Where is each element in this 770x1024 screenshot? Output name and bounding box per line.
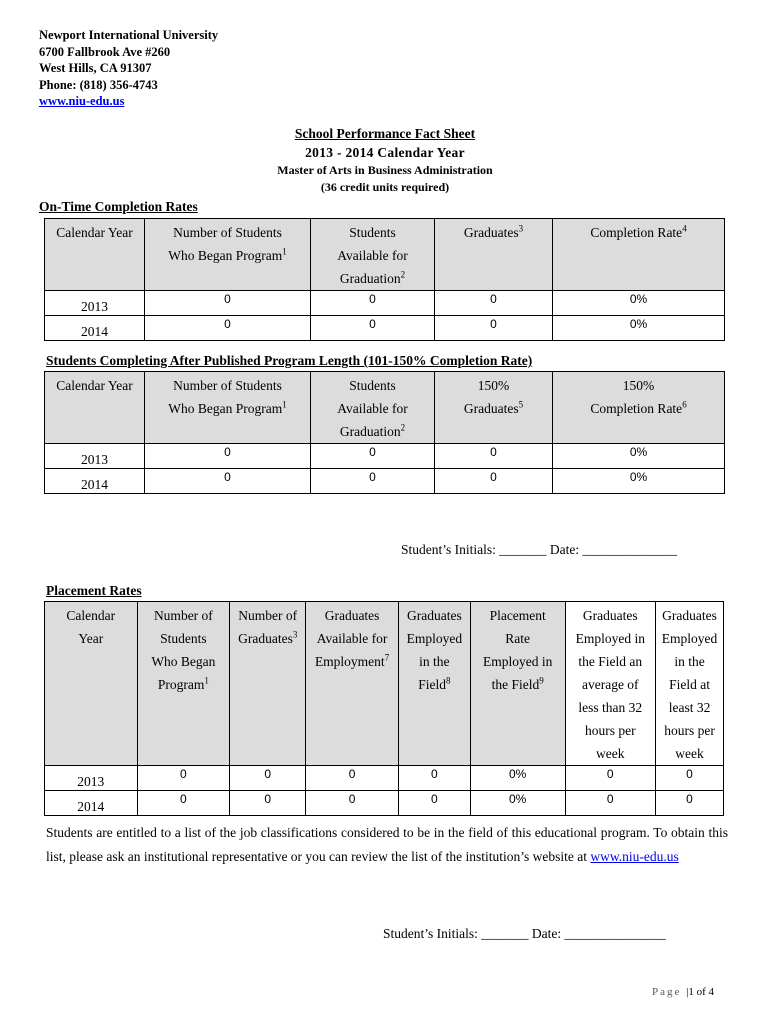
cell-graduates: 0 xyxy=(435,469,553,494)
cell-available: 0 xyxy=(306,791,399,816)
cell-graduates: 0 xyxy=(435,444,553,469)
notice-website-link[interactable]: www.niu-edu.us xyxy=(590,848,679,864)
cell-less-than-32: 0 xyxy=(565,791,656,816)
header-line: Employed in xyxy=(575,631,645,646)
sheet-title: School Performance Fact Sheet xyxy=(294,126,476,141)
header-available-line: Available for xyxy=(337,248,408,263)
cell-began: 0 xyxy=(145,316,311,341)
cell-rate: 0% xyxy=(470,791,565,816)
table-row xyxy=(45,766,724,791)
footnote-ref: 6 xyxy=(682,399,687,410)
cell-graduates: 0 xyxy=(435,316,553,341)
cell-rate: 0% xyxy=(553,291,725,316)
header-graduates-line: 150% xyxy=(477,378,510,393)
cell-available: 0 xyxy=(306,766,399,791)
cell-employed: 0 xyxy=(398,791,470,816)
page-word: Page xyxy=(652,986,682,998)
header-line: Field at xyxy=(669,677,710,692)
institution-name: Newport International University xyxy=(39,28,219,42)
address-block xyxy=(39,27,218,110)
header-line: least 32 xyxy=(668,700,711,715)
header-line: in the xyxy=(674,654,705,669)
footnote-ref: 4 xyxy=(682,223,687,234)
footnote-ref: 1 xyxy=(282,399,287,410)
cell-employed: 0 xyxy=(398,766,470,791)
on-time-table xyxy=(44,218,725,341)
header-available-line: Students xyxy=(349,378,396,393)
cell-rate: 0% xyxy=(553,316,725,341)
header-line: the Field xyxy=(491,677,540,692)
header-calendar-year: Calendar Year xyxy=(56,378,133,393)
page-count: 1 of 4 xyxy=(688,986,715,998)
header-line: Graduates xyxy=(662,608,717,623)
header-available-line: Available for xyxy=(337,401,408,416)
header-line: Who Began xyxy=(151,654,216,669)
cell-available: 0 xyxy=(311,291,435,316)
header-line: Field xyxy=(418,677,446,692)
header-line: Rate xyxy=(505,631,531,646)
header-available-line: Students xyxy=(349,225,396,240)
credit-units: (36 credit units required) xyxy=(320,180,450,194)
cell-graduates: 0 xyxy=(230,791,306,816)
footnote-ref: 5 xyxy=(518,399,524,410)
cell-year: 2013 xyxy=(45,444,145,469)
footnote-ref: 2 xyxy=(400,422,406,433)
footnote-ref: 7 xyxy=(384,652,390,663)
header-line: Available for xyxy=(316,631,388,646)
header-line: Employed in xyxy=(482,654,553,669)
cell-available: 0 xyxy=(311,444,435,469)
header-line: Placement xyxy=(489,608,546,623)
cell-began: 0 xyxy=(145,469,311,494)
footnote-ref: 9 xyxy=(539,675,544,686)
table-row xyxy=(45,291,725,316)
footnote-ref: 1 xyxy=(282,246,287,257)
placement-title: Placement Rates xyxy=(46,583,142,598)
header-line: Students xyxy=(160,631,207,646)
header-line: hours per xyxy=(664,723,715,738)
header-line: Number of xyxy=(153,608,213,623)
footnote-ref: 1 xyxy=(204,675,209,686)
job-classification-notice xyxy=(46,821,728,868)
table-header-row xyxy=(45,219,725,291)
table-row xyxy=(45,444,725,469)
placement-table xyxy=(44,601,724,816)
header-line: Graduates xyxy=(582,608,638,623)
table-row xyxy=(45,469,725,494)
table-header-row xyxy=(45,602,724,766)
footnote-ref: 8 xyxy=(445,675,451,686)
header-rate-line: Completion Rate xyxy=(590,401,683,416)
page-separator: | xyxy=(686,986,689,998)
header-began-line: Number of Students xyxy=(173,225,282,240)
notice-text: Students are entitled to a list of the job classifications considered to be in the field of this educational program. To obtain this list, please ask an institutional representative or you can review the list of the institution’s website at xyxy=(46,825,728,864)
table-header-row xyxy=(45,372,725,444)
extended-title: Students Completing After Published Program Length (101-150% Completion Rate) xyxy=(46,353,533,368)
header-line: Number of xyxy=(238,608,298,623)
cell-rate: 0% xyxy=(470,766,565,791)
footnote-ref: 3 xyxy=(292,629,298,640)
cell-at-least-32: 0 xyxy=(656,791,724,816)
initials-date-line-2[interactable]: Student’s Initials: _______ Date: _______________ xyxy=(383,926,666,941)
header-completion-rate: Completion Rate xyxy=(590,225,683,240)
cell-year: 2013 xyxy=(45,291,145,316)
footnote-ref: 3 xyxy=(518,223,524,234)
header-line: less than 32 xyxy=(578,700,643,715)
header-rate-line: 150% xyxy=(622,378,655,393)
on-time-title: On-Time Completion Rates xyxy=(39,199,198,214)
cell-year: 2014 xyxy=(45,316,145,341)
phone: Phone: (818) 356-4743 xyxy=(39,77,158,92)
header-line: in the xyxy=(419,654,450,669)
header-line: the Field an xyxy=(578,654,643,669)
cell-rate: 0% xyxy=(553,469,725,494)
cell-graduates: 0 xyxy=(230,766,306,791)
header-line: Year xyxy=(78,631,104,646)
cell-year: 2014 xyxy=(45,469,145,494)
extended-table xyxy=(44,371,725,494)
website-link[interactable]: www.niu-edu.us xyxy=(39,94,125,108)
cell-began: 0 xyxy=(137,791,230,816)
program-name: Master of Arts in Business Administration xyxy=(277,163,493,177)
cell-year: 2014 xyxy=(45,791,138,816)
calendar-year: 2013 - 2014 Calendar Year xyxy=(305,145,465,160)
header-began-line: Who Began Program xyxy=(168,248,283,263)
header-line: Graduates xyxy=(324,608,380,623)
header-calendar-year: Calendar Year xyxy=(56,225,133,240)
header-began-line: Number of Students xyxy=(173,378,282,393)
cell-available: 0 xyxy=(311,469,435,494)
address-line-1: 6700 Fallbrook Ave #260 xyxy=(39,44,171,59)
header-available-line: Graduation xyxy=(339,271,401,286)
cell-began: 0 xyxy=(145,444,311,469)
header-line: Program xyxy=(157,677,205,692)
initials-date-line-1[interactable]: Student’s Initials: _______ Date: ______________ xyxy=(401,542,677,557)
header-graduates: Graduates xyxy=(463,225,519,240)
header-line: Calendar xyxy=(66,608,116,623)
header-line: Employment xyxy=(314,654,385,669)
cell-graduates: 0 xyxy=(435,291,553,316)
cell-year: 2013 xyxy=(45,766,138,791)
header-available-line: Graduation xyxy=(339,424,401,439)
header-line: Graduates xyxy=(238,631,293,646)
page-number xyxy=(652,986,714,998)
header-line: week xyxy=(675,746,704,761)
cell-available: 0 xyxy=(311,316,435,341)
table-row xyxy=(45,316,725,341)
header-line: average of xyxy=(581,677,639,692)
header-line: Employed xyxy=(406,631,463,646)
header-line: hours per xyxy=(584,723,636,738)
header-line: Employed xyxy=(661,631,718,646)
header-line: week xyxy=(596,746,625,761)
cell-rate: 0% xyxy=(553,444,725,469)
header-began-line: Who Began Program xyxy=(168,401,283,416)
footnote-ref: 2 xyxy=(400,269,406,280)
cell-less-than-32: 0 xyxy=(565,766,656,791)
address-line-2: West Hills, CA 91307 xyxy=(39,61,152,75)
cell-at-least-32: 0 xyxy=(656,766,724,791)
cell-began: 0 xyxy=(137,766,230,791)
header-graduates-line: Graduates xyxy=(463,401,519,416)
cell-began: 0 xyxy=(145,291,311,316)
header-line: Graduates xyxy=(406,608,462,623)
table-row xyxy=(45,791,724,816)
